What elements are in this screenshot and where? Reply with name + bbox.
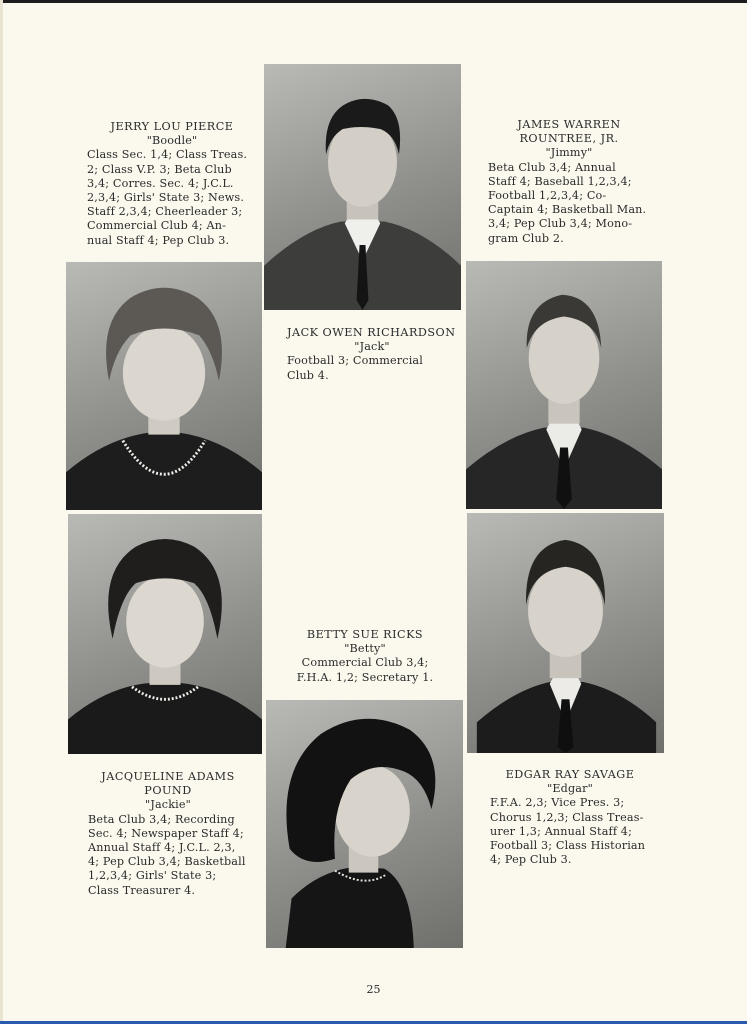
activity-line: 4; Pep Club 3,4; Basketball [88, 855, 246, 869]
page-number: 25 [366, 983, 381, 996]
activity-line: Football 3; Commercial [287, 354, 423, 368]
caption-jerry-lou-pierce [87, 120, 257, 248]
student-name: JERRY LOU PIERCE [110, 120, 234, 133]
student-name: JACQUELINE ADAMS [101, 770, 235, 783]
student-name: BETTY SUE RICKS [306, 628, 424, 641]
activity-line: 4; Pep Club 3. [490, 853, 572, 867]
activity-line: Class Treasurer 4. [88, 883, 196, 897]
activity-line: Beta Club 3,4; Recording [88, 812, 235, 826]
student-nickname: "Edgar" [547, 782, 593, 796]
caption-james-warren-rountree [488, 118, 650, 246]
activity-line: Club 4. [287, 368, 329, 382]
portrait-jerry-lou-pierce [66, 262, 262, 510]
caption-edgar-ray-savage [490, 768, 650, 867]
student-nickname: "Jimmy" [545, 146, 593, 160]
page-left-edge [0, 0, 3, 1024]
activity-line: nual Staff 4; Pep Club 3. [87, 233, 230, 247]
activity-line: 3,4; Pep Club 3,4; Mono- [488, 217, 633, 231]
student-nickname: "Betty" [344, 642, 386, 656]
activity-line: Class Sec. 1,4; Class Treas. [87, 148, 248, 162]
page-top-edge [0, 0, 747, 3]
activity-line: urer 1,3; Annual Staff 4; [490, 824, 632, 838]
student-nickname: "Jackie" [145, 798, 191, 812]
student-name: POUND [144, 784, 192, 798]
student-nickname: "Boodle" [146, 134, 198, 148]
student-name: JAMES WARREN [517, 118, 621, 131]
activity-line: F.F.A. 2,3; Vice Pres. 3; [490, 796, 625, 810]
activity-line: Sec. 4; Newspaper Staff 4; [88, 826, 244, 840]
activity-line: Chorus 1,2,3; Class Treas- [490, 810, 644, 824]
portrait-james-warren-rountree [466, 261, 662, 509]
caption-jacqueline-adams-pound [88, 770, 248, 898]
caption-betty-sue-ricks [285, 628, 445, 685]
activity-line: gram Club 2. [488, 231, 564, 245]
activity-line: Football 3; Class Historian [490, 839, 646, 853]
activity-line: 2,3,4; Girls' State 3; News. [87, 191, 245, 205]
activity-line: F.H.A. 1,2; Secretary 1. [296, 670, 434, 684]
activity-line: Football 1,2,3,4; Co- [488, 189, 607, 203]
portrait-betty-sue-ricks [266, 700, 463, 948]
activity-line: 2; Class V.P. 3; Beta Club [87, 162, 232, 176]
activity-line: 3,4; Corres. Sec. 4; J.C.L. [87, 176, 234, 190]
portrait-jacqueline-adams-pound [68, 514, 262, 754]
student-name: JACK OWEN RICHARDSON [287, 326, 456, 339]
portrait-edgar-ray-savage [467, 513, 664, 753]
activity-line: Staff 2,3,4; Cheerleader 3; [87, 205, 243, 219]
activity-line: Annual Staff 4; J.C.L. 2,3, [88, 841, 236, 855]
activity-line: Commercial Club 3,4; [301, 656, 429, 670]
activity-line: Commercial Club 4; An- [87, 219, 226, 233]
student-name: EDGAR RAY SAVAGE [505, 768, 635, 781]
student-name: ROUNTREE, JR. [519, 132, 619, 146]
activity-line: Beta Club 3,4; Annual [488, 160, 616, 174]
activity-line: 1,2,3,4; Girls' State 3; [88, 869, 217, 883]
student-nickname: "Jack" [354, 340, 390, 354]
caption-jack-owen-richardson [287, 326, 457, 383]
portrait-jack-owen-richardson [264, 64, 461, 310]
activity-line: Captain 4; Basketball Man. [488, 203, 647, 217]
activity-line: Staff 4; Baseball 1,2,3,4; [488, 174, 632, 188]
